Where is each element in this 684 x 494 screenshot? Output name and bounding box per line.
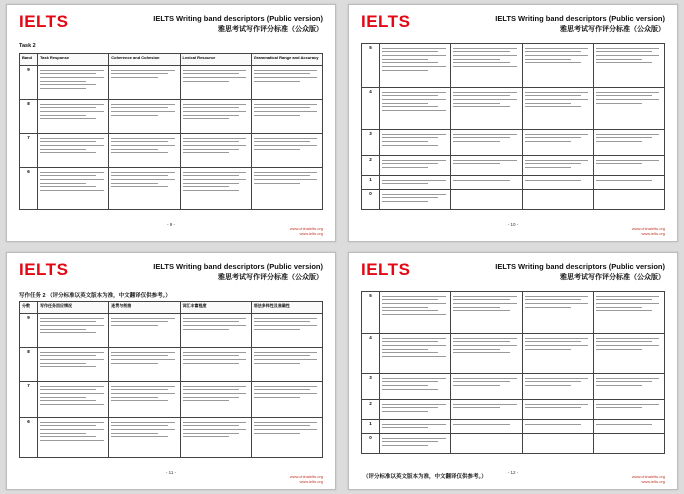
footer-link[interactable]: www.ielts.org: [641, 230, 665, 236]
footer-link[interactable]: www.ielts.org: [641, 478, 665, 484]
band-score: 4: [362, 334, 380, 374]
table-row: [20, 134, 323, 168]
table-row: [20, 314, 323, 348]
title-chinese: 雅思考试写作评分标准（公众版）: [560, 274, 665, 281]
column-header: 分数: [20, 302, 38, 314]
table-row: [20, 66, 323, 100]
band-score: 4: [362, 88, 380, 130]
column-header: 连贯与衔接: [109, 302, 180, 314]
band-score: 9: [20, 314, 38, 348]
title-english: IELTS Writing band descriptors (Public version): [495, 262, 665, 271]
ielts-logo: IELTS: [361, 12, 411, 31]
page-11: [6, 252, 336, 490]
table-row: [20, 382, 323, 418]
page-number: - 12 -: [507, 470, 519, 475]
descriptor-table: [361, 291, 665, 454]
table-row: [20, 418, 323, 458]
translation-note: （评分标准以英文版本为准，中文翻译仅供参考。）: [363, 474, 487, 480]
band-score: 5: [362, 44, 380, 88]
band-score: 7: [20, 382, 38, 418]
table-row: [362, 130, 665, 156]
footer-link[interactable]: www.chinaielts.org: [289, 473, 323, 479]
column-header: Grammatical Range and Accuracy: [251, 54, 322, 66]
band-score: 6: [20, 418, 38, 458]
column-header: Lexical Resource: [180, 54, 251, 66]
descriptor-table: [19, 53, 323, 210]
title-chinese: 雅思考试写作评分标准（公众版）: [218, 26, 323, 33]
table-row: [20, 168, 323, 210]
page-10: [348, 4, 678, 242]
band-score: 2: [362, 400, 380, 420]
descriptor-table: [361, 43, 665, 210]
ielts-logo: IELTS: [361, 260, 411, 279]
title-chinese: 雅思考试写作评分标准（公众版）: [218, 274, 323, 281]
footer-link[interactable]: www.chinaielts.org: [631, 225, 665, 231]
band-score: 0: [362, 434, 380, 454]
table-row: [362, 292, 665, 334]
band-score: 2: [362, 156, 380, 176]
page-9: [6, 4, 336, 242]
task-heading: Task 2: [19, 43, 36, 49]
footer-urls: [290, 226, 323, 236]
page-number: - 10 -: [507, 222, 519, 227]
column-header: Task Response: [38, 54, 109, 66]
footer-urls: [632, 226, 665, 236]
ielts-logo: IELTS: [19, 260, 69, 279]
band-score: 8: [20, 100, 38, 134]
band-score: 1: [362, 176, 380, 190]
band-score: 7: [20, 134, 38, 168]
footer-urls: [290, 474, 323, 484]
band-score: 6: [20, 168, 38, 210]
footer-link[interactable]: www.ielts.org: [299, 230, 323, 236]
footer-link[interactable]: www.chinaielts.org: [631, 473, 665, 479]
footer-link[interactable]: www.chinaielts.org: [289, 225, 323, 231]
task-heading: 写作任务 2 （评分标准以英文版本为准，中文翻译仅供参考。）: [19, 293, 171, 299]
band-score: 3: [362, 130, 380, 156]
band-score: 9: [20, 66, 38, 100]
title-chinese: 雅思考试写作评分标准（公众版）: [560, 26, 665, 33]
table-row: [362, 176, 665, 190]
table-row: [20, 100, 323, 134]
band-score: 8: [20, 348, 38, 382]
column-header: 词汇丰富程度: [180, 302, 251, 314]
table-row: [362, 420, 665, 434]
table-row: [362, 190, 665, 210]
column-header: 语法多样性及准确性: [251, 302, 322, 314]
column-header: 写作任务回应情况: [38, 302, 109, 314]
title-english: IELTS Writing band descriptors (Public version): [153, 262, 323, 271]
table-row: [362, 44, 665, 88]
descriptor-table: [19, 301, 323, 458]
title-english: IELTS Writing band descriptors (Public version): [495, 14, 665, 23]
title-english: IELTS Writing band descriptors (Public version): [153, 14, 323, 23]
page-12: [348, 252, 678, 490]
table-row: [362, 374, 665, 400]
band-score: 0: [362, 190, 380, 210]
column-header: Coherence and Cohesion: [109, 54, 180, 66]
footer-urls: [632, 474, 665, 484]
band-score: 1: [362, 420, 380, 434]
table-row: [362, 156, 665, 176]
table-row: [362, 88, 665, 130]
ielts-logo: IELTS: [19, 12, 69, 31]
table-row: [362, 400, 665, 420]
table-row: [362, 434, 665, 454]
page-number: - 11 -: [165, 470, 177, 475]
table-row: [20, 348, 323, 382]
band-score: 5: [362, 292, 380, 334]
column-header: Band: [20, 54, 38, 66]
band-score: 3: [362, 374, 380, 400]
table-row: [362, 334, 665, 374]
page-number: - 9 -: [166, 222, 175, 227]
footer-link[interactable]: www.ielts.org: [299, 478, 323, 484]
